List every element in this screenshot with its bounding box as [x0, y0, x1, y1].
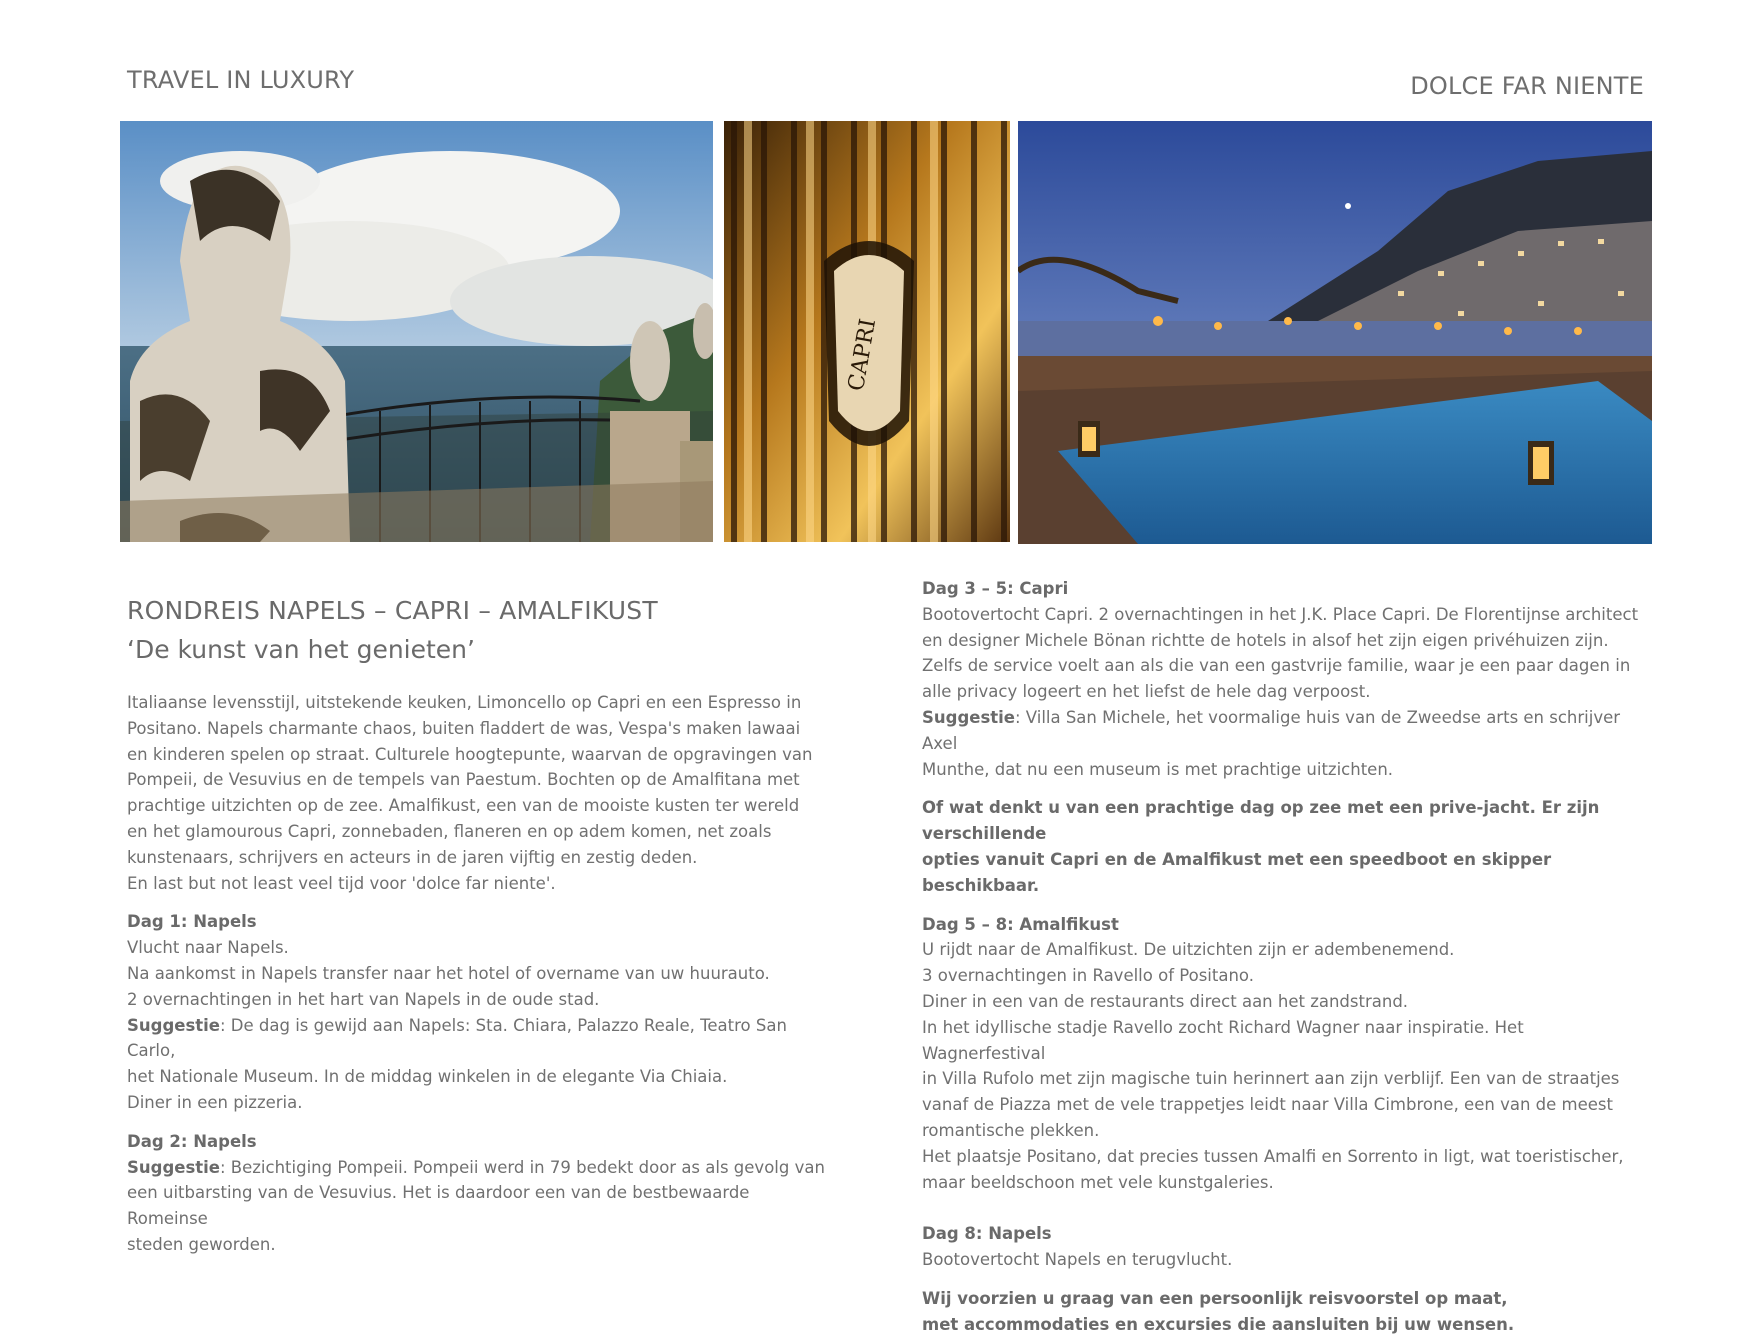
capri-emblem-text: CAPRI [843, 316, 882, 393]
day2-heading: Dag 2: Napels [127, 1131, 257, 1151]
day5-line: 3 overnachtingen in Ravello of Positano. [922, 966, 1254, 986]
suggestion-label: Suggestie [127, 1015, 220, 1035]
day3-suggestion: Suggestie: Villa San Michele, het voormalige huis van de Zweedse arts en schrijver Axel [922, 707, 1621, 753]
closing-line: met accommodaties en excursies die aansluiten bij uw wensen. [922, 1314, 1515, 1334]
trip-subtitle: ‘De kunst van het genieten’ [127, 635, 475, 664]
day5-line: U rijdt naar de Amalfikust. De uitzichten zijn er adembenemend. [922, 940, 1455, 960]
day8-heading: Dag 8: Napels [922, 1224, 1052, 1244]
yacht-line: opties vanuit Capri en de Amalfikust met een speedboot en skipper beschikbaar. [922, 849, 1552, 895]
intro-line: en kinderen spelen op straat. Culturele hoogtepunte, waarvan de opgravingen van [127, 744, 813, 764]
positano-pool-photo [1018, 121, 1652, 544]
day5-line: In het idyllische stadje Ravello zocht Richard Wagner naar inspiratie. Het Wagnerfestival [922, 1017, 1524, 1063]
intro-line: prachtige uitzichten op de zee. Amalfikust, een van de mooiste kusten ter wereld [127, 796, 800, 816]
right-column [922, 576, 1652, 1338]
day1-line: Na aankomst in Napels transfer naar het hotel of overname van uw huurauto. [127, 963, 770, 983]
day8-line: Bootovertocht Napels en terugvlucht. [922, 1250, 1233, 1270]
day1-line: Vlucht naar Napels. [127, 938, 289, 958]
yacht-line: Of wat denkt u van een prachtige dag op zee met een prive-jacht. Er zijn verschillende [922, 798, 1600, 844]
day3-heading: Dag 3 – 5: Capri [922, 579, 1069, 598]
trip-title: RONDREIS NAPELS – CAPRI – AMALFIKUST [127, 596, 658, 625]
intro-line: en het glamourous Capri, zonnebaden, flaneren en op adem komen, net zoals [127, 821, 772, 841]
day5-line: vanaf de Piazza met de vele trappetjes leidt naar Villa Cimbrone, een van de meest [922, 1095, 1613, 1115]
day5-heading: Dag 5 – 8: Amalfikust [922, 914, 1119, 934]
intro-line: Italiaanse levensstijl, uitstekende keuken, Limoncello op Capri en een Espresso in [127, 693, 802, 712]
day1-heading: Dag 1: Napels [127, 912, 257, 932]
day5-line: romantische plekken. [922, 1120, 1100, 1140]
day5-line: maar beeldschoon met vele kunstgaleries. [922, 1172, 1274, 1192]
intro-line: Positano. Napels charmante chaos, buiten fladdert de was, Vespa's maken lawaai [127, 718, 801, 738]
header-left-title: TRAVEL IN LUXURY [127, 66, 355, 94]
capri-keys-photo [724, 121, 1010, 542]
day3-line: alle privacy logeert en het liefst de hele dag verpoost. [922, 682, 1371, 702]
day1-line: het Nationale Museum. In de middag winkelen in de elegante Via Chiaia. [127, 1067, 728, 1087]
left-column [127, 690, 827, 1258]
day3-line: Bootovertocht Capri. 2 overnachtingen in het J.K. Place Capri. De Florentijnse architect [922, 604, 1639, 624]
day3-line: Zelfs de service voelt aan als die van een gastvrije familie, waar je een paar dagen in [922, 656, 1631, 676]
day5-line: Het plaatsje Positano, dat precies tussen Amalfi en Sorrento in ligt, wat toeristischer, [922, 1146, 1624, 1166]
day5-line: Diner in een van de restaurants direct aan het zandstrand. [922, 991, 1409, 1011]
day1-suggestion: Suggestie: De dag is gewijd aan Napels: Sta. Chiara, Palazzo Reale, Teatro San Carlo, [127, 1015, 787, 1061]
intro-line: En last but not least veel tijd voor 'dolce far niente'. [127, 873, 556, 893]
intro-line: kunstenaars, schrijvers en acteurs in de jaren vijftig en zestig deden. [127, 847, 698, 867]
day3-line: en designer Michele Bönan richtte de hotels in alsof het zijn eigen privéhuizen zijn. [922, 630, 1609, 650]
closing-line: Wij voorzien u graag van een persoonlijk reisvoorstel op maat, [922, 1288, 1508, 1308]
statue-terrace-photo [120, 121, 713, 542]
day2-line: een uitbarsting van de Vesuvius. Het is daardoor een van de bestbewaarde Romeinse [127, 1183, 750, 1229]
suggestion-label: Suggestie [127, 1157, 220, 1177]
day5-line: in Villa Rufolo met zijn magische tuin herinnert aan zijn verblijf. Een van de straatjes [922, 1069, 1620, 1089]
day2-line: steden geworden. [127, 1234, 276, 1254]
intro-line: Pompeii, de Vesuvius en de tempels van Paestum. Bochten op de Amalfitana met [127, 770, 800, 790]
day2-suggestion: Suggestie: Bezichtiging Pompeii. Pompeii werd in 79 bedekt door as als gevolg van [127, 1157, 825, 1177]
day3-line: Munthe, dat nu een museum is met prachtige uitzichten. [922, 759, 1394, 779]
day1-line: 2 overnachtingen in het hart van Napels in de oude stad. [127, 989, 600, 1009]
suggestion-label: Suggestie [922, 707, 1015, 727]
day1-line: Diner in een pizzeria. [127, 1092, 303, 1112]
header-right-title: DOLCE FAR NIENTE [1410, 72, 1644, 100]
